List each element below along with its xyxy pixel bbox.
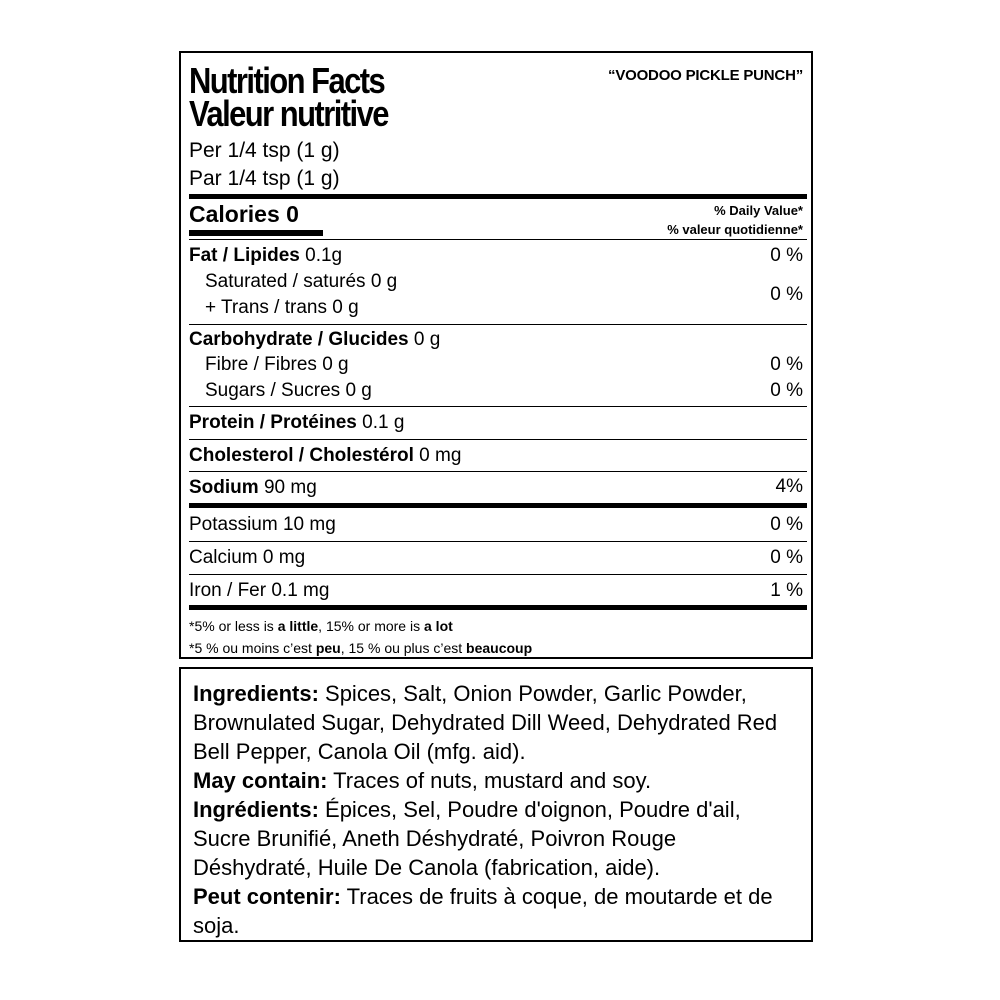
fibre-percent: 0 % — [770, 354, 803, 375]
peut-contenir — [193, 882, 799, 940]
footnote-en-text-2: , 15% or more is — [318, 618, 424, 634]
fat-row — [189, 246, 342, 265]
title-english: Nutrition Facts — [189, 60, 385, 101]
carbohydrate-amount: 0 g — [408, 329, 441, 350]
fibre-row: Fibre / Fibres 0 g — [205, 354, 349, 375]
ingredients-fr-text: Épices, Sel, Poudre d'oignon, Poudre d'ail, Sucre Brunifié, Aneth Déshydraté, Poivron Rouge Déshydraté, Huile De Canola (fabrication, aide). — [193, 797, 741, 880]
carbohydrate-row — [189, 330, 440, 349]
footnote-english — [189, 619, 453, 633]
iron-percent: 1 % — [770, 580, 803, 601]
fat-label: Fat / Lipides — [189, 245, 300, 266]
saturated-row: Saturated / saturés 0 g — [205, 271, 398, 292]
sat-trans-percent: 0 % — [770, 284, 803, 305]
thick-divider-bottom — [189, 605, 807, 610]
footnote-fr-bold-2: beaucoup — [466, 640, 533, 656]
may-contain-text: Traces of nuts, mustard and soy. — [327, 768, 652, 793]
trans-row: + Trans / trans 0 g — [205, 297, 359, 318]
protein-label: Protein / Protéines — [189, 412, 357, 433]
footnote-en-text-1: *5% or less is — [189, 618, 278, 634]
protein-amount: 0.1 g — [356, 412, 405, 433]
footnote-fr-text-2: , 15 % ou plus c’est — [340, 640, 467, 656]
potassium-row: Potassium 10 mg — [189, 514, 336, 535]
footnote-french — [189, 641, 532, 655]
footnote-en-bold-1: a little — [277, 618, 319, 634]
divider — [189, 574, 807, 575]
calories: Calories 0 — [189, 201, 299, 227]
thick-divider-middle — [189, 503, 807, 508]
sodium-amount: 90 mg — [258, 477, 317, 498]
divider — [189, 406, 807, 407]
ingredients-fr-label: Ingrédients: — [193, 797, 319, 822]
ingredients-english — [193, 679, 799, 766]
ingredients-french — [193, 795, 799, 882]
fat-percent: 0 % — [770, 245, 803, 266]
cholesterol-amount: 0 mg — [413, 445, 462, 466]
footnote-fr-text-1: *5 % ou moins c’est — [189, 640, 316, 656]
daily-value-header-english: % Daily Value* — [714, 203, 803, 218]
title-french: Valeur nutritive — [189, 93, 388, 134]
sodium-label: Sodium — [189, 477, 259, 498]
thick-divider-top — [189, 194, 807, 199]
peut-contenir-text: Traces de fruits à coque, de moutarde et de soja. — [193, 884, 773, 938]
serving-size-french: Par 1/4 tsp (1 g) — [189, 167, 340, 190]
footnote-fr-bold-1: peu — [315, 640, 341, 656]
divider — [189, 324, 807, 325]
divider — [189, 471, 807, 472]
serving-size-english: Per 1/4 tsp (1 g) — [189, 139, 340, 162]
ingredients-en-label: Ingredients: — [193, 681, 319, 706]
sugars-percent: 0 % — [770, 380, 803, 401]
nutrition-facts-panel — [179, 51, 813, 659]
iron-row: Iron / Fer 0.1 mg — [189, 580, 330, 601]
sodium-row — [189, 478, 317, 497]
daily-value-header — [667, 201, 803, 239]
divider — [189, 541, 807, 542]
may-contain-label: May contain: — [193, 768, 328, 793]
calcium-row: Calcium 0 mg — [189, 547, 306, 568]
protein-row — [189, 413, 404, 432]
sugars-row: Sugars / Sucres 0 g — [205, 380, 372, 401]
ingredients-en-text: Spices, Salt, Onion Powder, Garlic Powder, Brownulated Sugar, Dehydrated Dill Weed, Dehydrated Red Bell Pepper, Canola Oil (mfg. aid). — [193, 681, 778, 764]
ingredients-panel — [179, 667, 813, 942]
peut-contenir-label: Peut contenir: — [193, 884, 341, 909]
divider — [189, 439, 807, 440]
cholesterol-label: Cholesterol / Cholestérol — [189, 445, 414, 466]
fat-amount: 0.1g — [299, 245, 343, 266]
cholesterol-row — [189, 446, 461, 465]
calcium-percent: 0 % — [770, 547, 803, 568]
calories-underline — [189, 230, 323, 236]
may-contain — [193, 766, 799, 795]
daily-value-header-french: % valeur quotidienne* — [667, 222, 803, 237]
footnote-en-bold-2: a lot — [424, 618, 453, 634]
carbohydrate-label: Carbohydrate / Glucides — [189, 329, 409, 350]
divider — [189, 239, 807, 240]
potassium-percent: 0 % — [770, 514, 803, 535]
sodium-percent: 4% — [775, 476, 803, 497]
product-name: “VOODOO PICKLE PUNCH” — [608, 67, 803, 84]
